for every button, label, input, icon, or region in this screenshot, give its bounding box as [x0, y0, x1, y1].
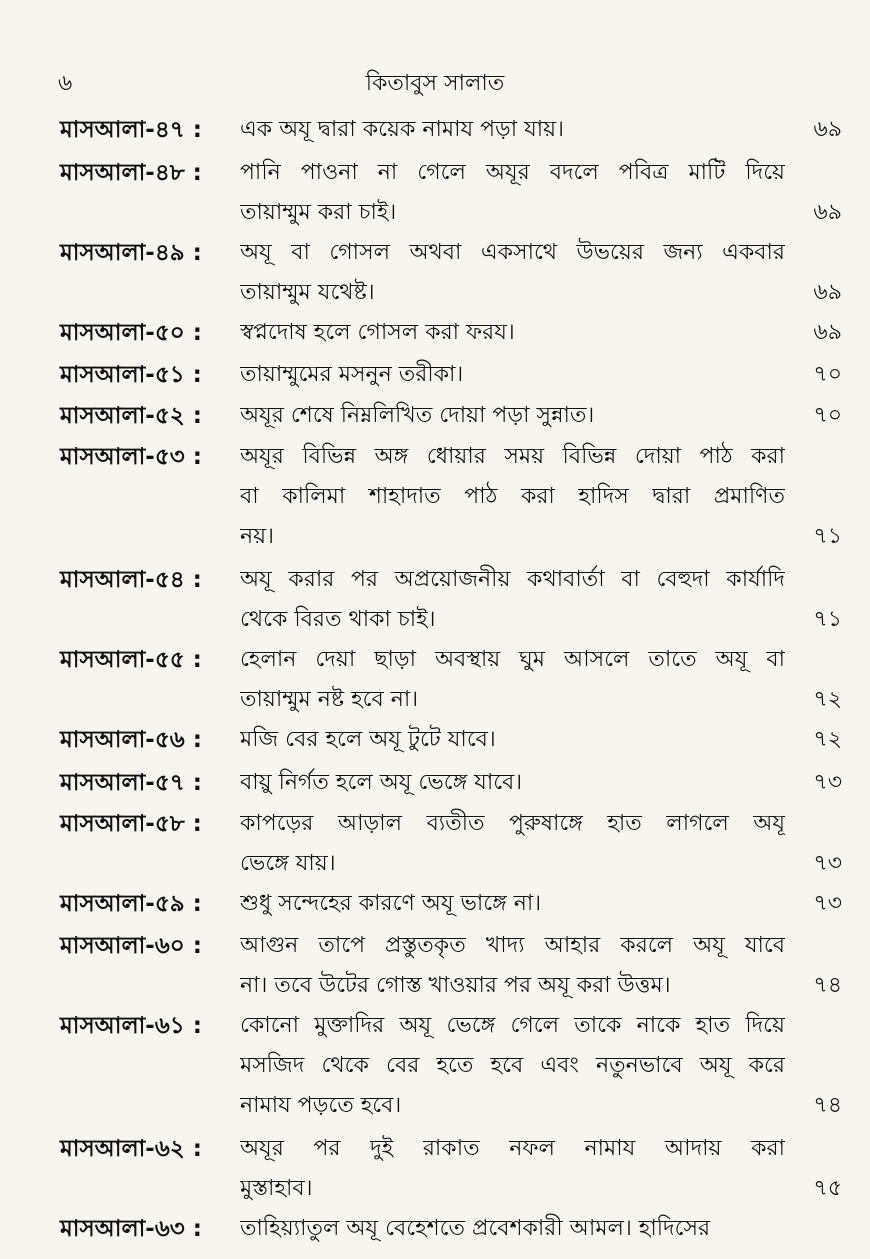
masala-description [240, 153, 785, 233]
page-reference: ৭২ [813, 687, 842, 712]
masala-description [240, 110, 785, 150]
masala-description [240, 313, 785, 353]
description-line: ভেঙ্গে যায়। [240, 851, 336, 876]
page-reference: ৭২ [813, 727, 842, 752]
masala-label: মাসআলা-৫১ : [60, 362, 202, 388]
description-line: তায়াম্মুম করা চাই। [240, 200, 397, 225]
description-line: অযূর বিভিন্ন অঙ্গ ধোয়ার সময় বিভিন্ন দোয়া পাঠ করা [240, 444, 785, 469]
masala-description [240, 720, 785, 760]
masala-label: মাসআলা-৫৮ : [60, 811, 202, 837]
description-line: হেলান দেয়া ছাড়া অবস্থায় ঘুম আসলে তাতে অযূ বা [240, 647, 785, 672]
masala-label: মাসআলা-৫৩ : [60, 444, 202, 470]
page-reference: ৭৪ [813, 973, 842, 998]
description-line: অযূর শেষে নিম্নলিখিত দোয়া পড়া সুন্নাত। [240, 403, 595, 428]
description-line: কোনো মুক্তাদির অযূ ভেঙ্গে গেলে তাকে নাকে হাত দিয়ে [240, 1013, 785, 1038]
description-line: অযূ করার পর অপ্রয়োজনীয় কথাবার্তা বা বেহুদা কার্যাদি [240, 567, 785, 592]
masala-label: মাসআলা-৫৯ : [60, 891, 202, 917]
masala-description [240, 884, 785, 924]
masala-label: মাসআলা-৫২ : [60, 403, 202, 429]
page-number: ৬ [58, 71, 73, 96]
page-reference: ৬৯ [813, 117, 842, 142]
masala-label: মাসআলা-৫৬ : [60, 727, 202, 753]
masala-description [240, 1129, 785, 1209]
masala-description [240, 1209, 785, 1249]
masala-description [240, 355, 785, 395]
page-reference: ৬৯ [813, 320, 842, 345]
masala-description [240, 926, 785, 1006]
masala-label: মাসআলা-৫৭ : [60, 770, 202, 796]
page-reference: ৭৫ [813, 1176, 842, 1201]
page-reference: ৭৪ [813, 1093, 842, 1118]
description-line: বা কালিমা শাহাদাত পাঠ করা হাদিস দ্বারা প্রমাণিত [240, 484, 785, 509]
page-reference: ৬৯ [813, 280, 842, 305]
page-reference: ৭৩ [813, 891, 842, 916]
description-line: তায়াম্মুম যথেষ্ট। [240, 280, 375, 305]
masala-description [240, 396, 785, 436]
masala-label: মাসআলা-৪৭ : [60, 117, 202, 143]
masala-description [240, 437, 785, 557]
description-line: তায়াম্মুম নষ্ট হবে না। [240, 687, 419, 712]
masala-description [240, 804, 785, 884]
masala-description [240, 233, 785, 313]
masala-description [240, 640, 785, 720]
page-reference: ৭১ [813, 524, 842, 549]
page-reference: ৭১ [813, 607, 842, 632]
description-line: থেকে বিরত থাকা চাই। [240, 607, 436, 632]
masala-label: মাসআলা-৫০ : [60, 320, 202, 346]
page-reference: ৭৩ [813, 770, 842, 795]
masala-label: মাসআলা-৬২ : [60, 1136, 202, 1162]
masala-description [240, 1006, 785, 1126]
page-reference: ৬৯ [813, 200, 842, 225]
description-line: তাহিয়্যাতুল অযূ বেহেশতে প্রবেশকারী আমল। হাদিসের [240, 1216, 711, 1241]
page-header [0, 62, 870, 102]
masala-label: মাসআলা-৬০ : [60, 933, 202, 959]
book-title: কিতাবুস সালাত [365, 71, 505, 96]
description-line: না। তবে উটের গোস্ত খাওয়ার পর অযূ করা উত্তম। [240, 973, 671, 998]
description-line: বায়ু নির্গত হলে অযূ ভেঙ্গে যাবে। [240, 770, 523, 795]
masala-label: মাসআলা-৫৪ : [60, 567, 202, 593]
description-line: শুধু সন্দেহের কারণে অযূ ভাঙ্গে না। [240, 891, 542, 916]
masala-label: মাসআলা-৪৮ : [60, 160, 202, 186]
page-reference: ৭০ [813, 403, 842, 428]
description-line: আগুন তাপে প্রস্তুতকৃত খাদ্য আহার করলে অযূ যাবে [240, 933, 785, 958]
description-line: এক অযূ দ্বারা কয়েক নামায পড়া যায়। [240, 117, 565, 142]
description-line: অযূ বা গোসল অথবা একসাথে উভয়ের জন্য একবার [240, 240, 785, 265]
description-line: নয়। [240, 524, 274, 549]
description-line: পানি পাওনা না গেলে অযূর বদলে পবিত্র মাটি দিয়ে [240, 160, 785, 185]
masala-label: মাসআলা-৪৯ : [60, 240, 202, 266]
masala-label: মাসআলা-৫৫ : [60, 647, 202, 673]
description-line: মজি বের হলে অযূ টুটে যাবে। [240, 727, 496, 752]
page-reference: ৭৩ [813, 851, 842, 876]
masala-label: মাসআলা-৬১ : [60, 1013, 202, 1039]
description-line: মসজিদ থেকে বের হতে হবে এবং নতুনভাবে অযূ করে [240, 1053, 785, 1078]
masala-description [240, 763, 785, 803]
masala-label: মাসআলা-৬৩ : [60, 1216, 202, 1242]
description-line: কাপড়ের আড়াল ব্যতীত পুরুষাঙ্গে হাত লাগলে অযূ [240, 811, 785, 836]
masala-description [240, 560, 785, 640]
description-line: তায়াম্মুমের মসনুন তরীকা। [240, 362, 464, 387]
description-line: স্বপ্নদোষ হলে গোসল করা ফরয। [240, 320, 515, 345]
page-reference: ৭০ [813, 362, 842, 387]
description-line: অযূর পর দুই রাকাত নফল নামায আদায় করা [240, 1136, 785, 1161]
description-line: মুস্তাহাব। [240, 1176, 313, 1201]
description-line: নামায পড়তে হবে। [240, 1093, 402, 1118]
